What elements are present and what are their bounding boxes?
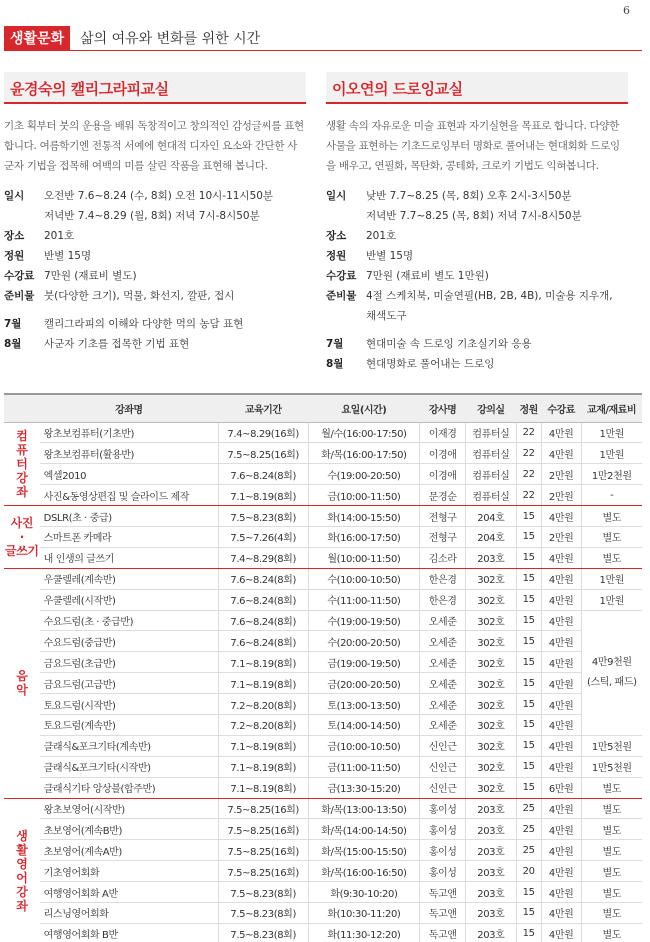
instructor: 홍이성 — [420, 798, 466, 819]
drawing-column — [326, 72, 628, 374]
month-label: 7월 — [326, 338, 344, 350]
room: 203호 — [466, 923, 516, 942]
info-label: 정원 — [4, 250, 25, 262]
info-label: 준비물 — [4, 290, 35, 302]
material-fee: 별도 — [581, 923, 642, 942]
capacity: 15 — [516, 735, 541, 756]
day-time: 화(14:00-15:50) — [308, 506, 419, 527]
period: 7.1~8.19(8회) — [218, 777, 308, 798]
room: 203호 — [466, 547, 516, 568]
room: 302호 — [466, 589, 516, 610]
room: 302호 — [466, 714, 516, 735]
table-row — [4, 798, 642, 819]
header-cell: 강좌명 — [40, 394, 218, 422]
day-time: 수(19:00-20:50) — [308, 464, 419, 485]
title-underline — [326, 102, 628, 104]
instructor: 전형구 — [420, 526, 466, 547]
period: 7.4~8.29(8회) — [218, 547, 308, 568]
capacity: 15 — [516, 568, 541, 589]
material-fee: 별도 — [581, 526, 642, 547]
course-name: DSLR(초 · 중급) — [40, 506, 218, 527]
instructor: 홍이성 — [420, 819, 466, 840]
room: 203호 — [466, 902, 516, 923]
month-value: 현대미술 속 드로잉 기초실기와 응용 — [366, 338, 532, 350]
capacity: 15 — [516, 610, 541, 631]
info-label: 수강료 — [4, 270, 35, 282]
month-row — [4, 314, 306, 334]
capacity: 15 — [516, 526, 541, 547]
drawing-description: 생활 속의 자유로운 미술 표현과 자기실현을 목표로 합니다. 다양한 사물을 표현하는 기초드로잉부터 명화로 풀어내는 현대회화 드로잉을 배우고, 연필화, 목탄화, 콩테화, 크로키 기법도 익혀봅니다. — [326, 120, 620, 172]
drawing-info — [326, 186, 628, 326]
instructor: 신인근 — [420, 735, 466, 756]
info-row-fee — [326, 266, 628, 286]
period: 7.5~8.25(16회) — [218, 443, 308, 464]
drawing-title: 이오연의 드로잉교실 — [326, 72, 628, 102]
course-name: 여행영어회화 A반 — [40, 882, 218, 903]
room: 204호 — [466, 506, 516, 527]
course-name: 기초영어회화 — [40, 861, 218, 882]
instructor: 홍이성 — [420, 861, 466, 882]
header-cell: 요일(시간) — [308, 394, 419, 422]
period: 7.5~8.23(8회) — [218, 902, 308, 923]
material-fee: 별도 — [581, 798, 642, 819]
day-time: 금(11:00-11:50) — [308, 756, 419, 777]
room: 컴퓨터실 — [466, 464, 516, 485]
day-time: 수(19:00-19:50) — [308, 610, 419, 631]
course-name: 클래식&포크기타(계속반) — [40, 735, 218, 756]
fee: 4만원 — [541, 589, 581, 610]
material-fee: 별도 — [581, 840, 642, 861]
info-value: 반별 15명 — [366, 250, 414, 262]
course-name: 금요드럼(고급반) — [40, 673, 218, 694]
fee: 4만원 — [541, 861, 581, 882]
table-row — [4, 882, 642, 903]
info-value: 4절 스케치북, 미술연필(HB, 2B, 4B), 미술용 지우개, 채색도구 — [366, 290, 613, 322]
table-row — [4, 568, 642, 589]
material-fee: 1만원 — [581, 568, 642, 589]
material-fee-merged: 4만9천원 (스틱, 패드) — [581, 610, 642, 735]
course-name: 왕초보컴퓨터(기초반) — [40, 422, 218, 443]
capacity: 15 — [516, 714, 541, 735]
room: 203호 — [466, 819, 516, 840]
fee: 4만원 — [541, 694, 581, 715]
table-row — [4, 464, 642, 485]
course-name: 초보영어(계속A반) — [40, 840, 218, 861]
period: 7.5~8.25(16회) — [218, 840, 308, 861]
info-label: 일시 — [4, 190, 25, 202]
day-time: 월(10:00-11:50) — [308, 547, 419, 568]
month-value: 사군자 기초를 접목한 기법 표현 — [44, 338, 190, 350]
material-fee: 별도 — [581, 777, 642, 798]
course-name: 리스닝영어회화 — [40, 902, 218, 923]
instructor: 신인근 — [420, 756, 466, 777]
fee: 2만원 — [541, 464, 581, 485]
course-name: 수요드럼(초 · 중급반) — [40, 610, 218, 631]
course-name: 수요드럼(중급반) — [40, 631, 218, 652]
room: 203호 — [466, 882, 516, 903]
period: 7.1~8.19(8회) — [218, 485, 308, 506]
info-value: 201호 — [366, 230, 397, 242]
room: 302호 — [466, 777, 516, 798]
fee: 4만원 — [541, 798, 581, 819]
fee: 2만원 — [541, 485, 581, 506]
instructor: 오세준 — [420, 714, 466, 735]
day-time: 금(20:00-20:50) — [308, 673, 419, 694]
fee: 4만원 — [541, 506, 581, 527]
header-cell: 정원 — [516, 394, 541, 422]
table-row — [4, 756, 642, 777]
course-name: 엑셀2010 — [40, 464, 218, 485]
material-fee: 별도 — [581, 819, 642, 840]
category-photo: 사진 · 글쓰기 — [4, 506, 40, 569]
calligraphy-curriculum — [4, 314, 306, 354]
page-number: 6 — [623, 4, 630, 17]
period: 7.5~8.23(8회) — [218, 882, 308, 903]
info-label: 장소 — [326, 230, 347, 242]
course-name: 토요드럼(계속반) — [40, 714, 218, 735]
capacity: 25 — [516, 798, 541, 819]
course-name: 여행영어회화 B반 — [40, 923, 218, 942]
period: 7.5~8.25(16회) — [218, 819, 308, 840]
day-time: 금(13:30-15:20) — [308, 777, 419, 798]
calligraphy-info — [4, 186, 306, 306]
table-row — [4, 631, 642, 652]
capacity: 15 — [516, 756, 541, 777]
material-fee: 별도 — [581, 882, 642, 903]
capacity: 15 — [516, 902, 541, 923]
course-schedule-table — [4, 393, 642, 942]
month-label: 8월 — [4, 338, 22, 350]
period: 7.4~8.29(16회) — [218, 422, 308, 443]
table-row — [4, 526, 642, 547]
info-value: 7만원 (재료비 별도) — [44, 270, 137, 282]
day-time: 화(16:00-17:50) — [308, 526, 419, 547]
info-row-place — [326, 226, 628, 246]
info-row-capacity — [4, 246, 306, 266]
material-fee: 별도 — [581, 902, 642, 923]
info-value: 7만원 (재료비 별도 1만원) — [366, 270, 489, 282]
info-label: 정원 — [326, 250, 347, 262]
table-row — [4, 861, 642, 882]
fee: 4만원 — [541, 673, 581, 694]
course-name: 금요드럼(초급반) — [40, 652, 218, 673]
capacity: 15 — [516, 882, 541, 903]
period: 7.1~8.19(8회) — [218, 735, 308, 756]
day-time: 화/목(13:00-13:50) — [308, 798, 419, 819]
period: 7.2~8.20(8회) — [218, 714, 308, 735]
instructor: 한은경 — [420, 589, 466, 610]
info-label: 수강료 — [326, 270, 357, 282]
instructor: 이재경 — [420, 422, 466, 443]
instructor: 신인근 — [420, 777, 466, 798]
header-category — [4, 394, 40, 422]
fee: 4만원 — [541, 610, 581, 631]
course-name: 우쿨렐레(시작반) — [40, 589, 218, 610]
category-music: 음 악 — [4, 568, 40, 798]
room: 204호 — [466, 526, 516, 547]
category-english: 생 활 영 어 강 좌 — [4, 798, 40, 942]
material-fee: 1만2천원 — [581, 464, 642, 485]
fee: 4만원 — [541, 902, 581, 923]
material-fee: 1만원 — [581, 589, 642, 610]
header-divider — [4, 50, 642, 51]
month-row — [4, 334, 306, 354]
material-fee: 별도 — [581, 861, 642, 882]
day-time: 화(10:30-11:20) — [308, 902, 419, 923]
info-row-supplies — [4, 286, 306, 306]
capacity: 15 — [516, 777, 541, 798]
info-label: 장소 — [4, 230, 25, 242]
table-row — [4, 443, 642, 464]
capacity: 22 — [516, 464, 541, 485]
material-fee: 1만5천원 — [581, 756, 642, 777]
instructor: 김소라 — [420, 547, 466, 568]
month-value: 현대명화로 풀어내는 드로잉 — [366, 358, 495, 370]
period: 7.5~7.26(4회) — [218, 526, 308, 547]
header-cell: 강의실 — [466, 394, 516, 422]
header-cell: 수강료 — [541, 394, 581, 422]
info-value: 오전반 7.6~8.24 (수, 8회) 오전 10시-11시50분 저녁반 7.4~8.29 (월, 8회) 저녁 7시-8시50분 — [44, 190, 274, 222]
period: 7.5~8.25(16회) — [218, 861, 308, 882]
capacity: 15 — [516, 673, 541, 694]
instructor: 오세준 — [420, 652, 466, 673]
table-row — [4, 506, 642, 527]
capacity: 15 — [516, 506, 541, 527]
section-badge: 생활문화 — [4, 26, 70, 50]
fee: 4만원 — [541, 714, 581, 735]
room: 302호 — [466, 652, 516, 673]
room: 컴퓨터실 — [466, 422, 516, 443]
room: 302호 — [466, 673, 516, 694]
room: 302호 — [466, 568, 516, 589]
period: 7.6~8.24(8회) — [218, 568, 308, 589]
room: 302호 — [466, 631, 516, 652]
table-row — [4, 589, 642, 610]
calligraphy-description: 기초 획부터 붓의 운용을 배워 독창적이고 창의적인 감성글씨를 표현합니다. 여름학기엔 전통적 서예에 현대적 디자인 요소와 간단한 사군자 기법을 접목해 여백의 미를 살린 작품을 표현해 봅니다. — [4, 120, 304, 172]
month-value: 캘리그라피의 이해와 다양한 먹의 농담 표현 — [44, 318, 244, 330]
month-label: 8월 — [326, 358, 344, 370]
info-value: 붓(다양한 크기), 먹물, 화선지, 깔판, 접시 — [44, 290, 235, 302]
day-time: 금(10:00-10:50) — [308, 735, 419, 756]
period: 7.5~8.23(8회) — [218, 506, 308, 527]
instructor: 이경애 — [420, 464, 466, 485]
period: 7.2~8.20(8회) — [218, 694, 308, 715]
material-fee: 별도 — [581, 547, 642, 568]
course-name: 클래식기타 앙상블(합주반) — [40, 777, 218, 798]
table-row — [4, 652, 642, 673]
day-time: 금(19:00-19:50) — [308, 652, 419, 673]
room: 302호 — [466, 756, 516, 777]
course-name: 사진&동영상편집 및 슬라이드 제작 — [40, 485, 218, 506]
day-time: 화(9:30-10:20) — [308, 882, 419, 903]
period: 7.5~8.23(8회) — [218, 923, 308, 942]
fee: 4만원 — [541, 819, 581, 840]
instructor: 독고앤 — [420, 923, 466, 942]
drawing-curriculum — [326, 334, 628, 374]
header-cell: 교재/재료비 — [581, 394, 642, 422]
capacity: 15 — [516, 652, 541, 673]
material-fee: 1만원 — [581, 443, 642, 464]
table-row — [4, 485, 642, 506]
table-row — [4, 547, 642, 568]
room: 302호 — [466, 694, 516, 715]
fee: 4만원 — [541, 652, 581, 673]
capacity: 22 — [516, 485, 541, 506]
instructor: 독고앤 — [420, 902, 466, 923]
day-time: 화/목(16:00-17:50) — [308, 443, 419, 464]
capacity: 22 — [516, 443, 541, 464]
info-row-schedule — [4, 186, 306, 226]
course-name: 토요드럼(시작반) — [40, 694, 218, 715]
table-row — [4, 777, 642, 798]
fee: 4만원 — [541, 568, 581, 589]
day-time: 토(14:00-14:50) — [308, 714, 419, 735]
capacity: 25 — [516, 819, 541, 840]
capacity: 15 — [516, 631, 541, 652]
day-time: 화/목(14:00-14:50) — [308, 819, 419, 840]
course-name: 초보영어(계속B반) — [40, 819, 218, 840]
period: 7.6~8.24(8회) — [218, 610, 308, 631]
table-row — [4, 694, 642, 715]
room: 203호 — [466, 798, 516, 819]
instructor: 오세준 — [420, 694, 466, 715]
capacity: 25 — [516, 840, 541, 861]
table-row — [4, 673, 642, 694]
room: 203호 — [466, 840, 516, 861]
info-row-capacity — [326, 246, 628, 266]
table-row — [4, 902, 642, 923]
info-row-supplies — [326, 286, 628, 326]
material-fee: 1만5천원 — [581, 735, 642, 756]
fee: 4만원 — [541, 443, 581, 464]
header-cell: 강사명 — [420, 394, 466, 422]
table-row — [4, 840, 642, 861]
section-header — [4, 26, 260, 50]
period: 7.6~8.24(8회) — [218, 631, 308, 652]
info-value: 반별 15명 — [44, 250, 92, 262]
day-time: 토(13:00-13:50) — [308, 694, 419, 715]
fee: 4만원 — [541, 923, 581, 942]
period: 7.1~8.19(8회) — [218, 756, 308, 777]
period: 7.6~8.24(8회) — [218, 464, 308, 485]
day-time: 월/수(16:00-17:50) — [308, 422, 419, 443]
table-row — [4, 422, 642, 443]
room: 302호 — [466, 610, 516, 631]
info-value: 낮반 7.7~8.25 (목, 8회) 오후 2시-3시50분 저녁반 7.7~8.25 (목, 8회) 저녁 7시-8시50분 — [366, 190, 582, 222]
header-cell: 교육기간 — [218, 394, 308, 422]
info-row-fee — [4, 266, 306, 286]
instructor: 독고앤 — [420, 882, 466, 903]
capacity: 15 — [516, 547, 541, 568]
fee: 4만원 — [541, 840, 581, 861]
instructor: 오세준 — [420, 673, 466, 694]
instructor: 오세준 — [420, 610, 466, 631]
room: 203호 — [466, 861, 516, 882]
category-computer: 컴 퓨 터 강 좌 — [4, 422, 40, 506]
material-fee: 별도 — [581, 506, 642, 527]
calligraphy-title: 윤경숙의 캘리그라피교실 — [4, 72, 306, 102]
instructor: 홍이성 — [420, 840, 466, 861]
capacity: 20 — [516, 861, 541, 882]
info-label: 준비물 — [326, 290, 357, 302]
period: 7.6~8.24(8회) — [218, 589, 308, 610]
instructor: 문경순 — [420, 485, 466, 506]
capacity: 15 — [516, 589, 541, 610]
instructor: 전형구 — [420, 506, 466, 527]
fee: 4만원 — [541, 882, 581, 903]
fee: 4만원 — [541, 756, 581, 777]
period: 7.5~8.25(16회) — [218, 798, 308, 819]
course-name: 스마트폰 카메라 — [40, 526, 218, 547]
table-row — [4, 610, 642, 631]
day-time: 화(11:30-12:20) — [308, 923, 419, 942]
course-name: 왕초보영어(시작반) — [40, 798, 218, 819]
course-name: 우쿨렐레(계속반) — [40, 568, 218, 589]
info-value: 201호 — [44, 230, 75, 242]
table-header-row — [4, 394, 642, 422]
room: 컴퓨터실 — [466, 443, 516, 464]
period: 7.1~8.19(8회) — [218, 652, 308, 673]
fee: 4만원 — [541, 735, 581, 756]
fee: 4만원 — [541, 422, 581, 443]
instructor: 한은경 — [420, 568, 466, 589]
day-time: 수(11:00-11:50) — [308, 589, 419, 610]
section-subtitle: 삶의 여유와 변화를 위한 시간 — [80, 31, 261, 47]
day-time: 화/목(16:00-16:50) — [308, 861, 419, 882]
day-time: 수(20:00-20:50) — [308, 631, 419, 652]
title-underline — [4, 102, 306, 104]
course-name: 내 인생의 글쓰기 — [40, 547, 218, 568]
day-time: 화/목(15:00-15:50) — [308, 840, 419, 861]
room: 컴퓨터실 — [466, 485, 516, 506]
table-row — [4, 714, 642, 735]
fee: 4만원 — [541, 631, 581, 652]
fee: 2만원 — [541, 526, 581, 547]
fee: 6만원 — [541, 777, 581, 798]
info-row-place — [4, 226, 306, 246]
calligraphy-column — [4, 72, 306, 354]
month-row — [326, 334, 628, 354]
fee: 4만원 — [541, 547, 581, 568]
info-row-schedule — [326, 186, 628, 226]
day-time: 금(10:00-11:50) — [308, 485, 419, 506]
course-name: 왕초보컴퓨터(활용반) — [40, 443, 218, 464]
instructor: 이경애 — [420, 443, 466, 464]
capacity: 22 — [516, 422, 541, 443]
material-fee: - — [581, 485, 642, 506]
info-label: 일시 — [326, 190, 347, 202]
material-fee: 1만원 — [581, 422, 642, 443]
table-row — [4, 735, 642, 756]
table-row — [4, 819, 642, 840]
capacity: 15 — [516, 694, 541, 715]
month-row — [326, 354, 628, 374]
room: 302호 — [466, 735, 516, 756]
month-label: 7월 — [4, 318, 22, 330]
course-name: 클래식&포크기타(시작반) — [40, 756, 218, 777]
table-row — [4, 923, 642, 942]
instructor: 오세준 — [420, 631, 466, 652]
day-time: 수(10:00-10:50) — [308, 568, 419, 589]
period: 7.1~8.19(8회) — [218, 673, 308, 694]
capacity: 15 — [516, 923, 541, 942]
